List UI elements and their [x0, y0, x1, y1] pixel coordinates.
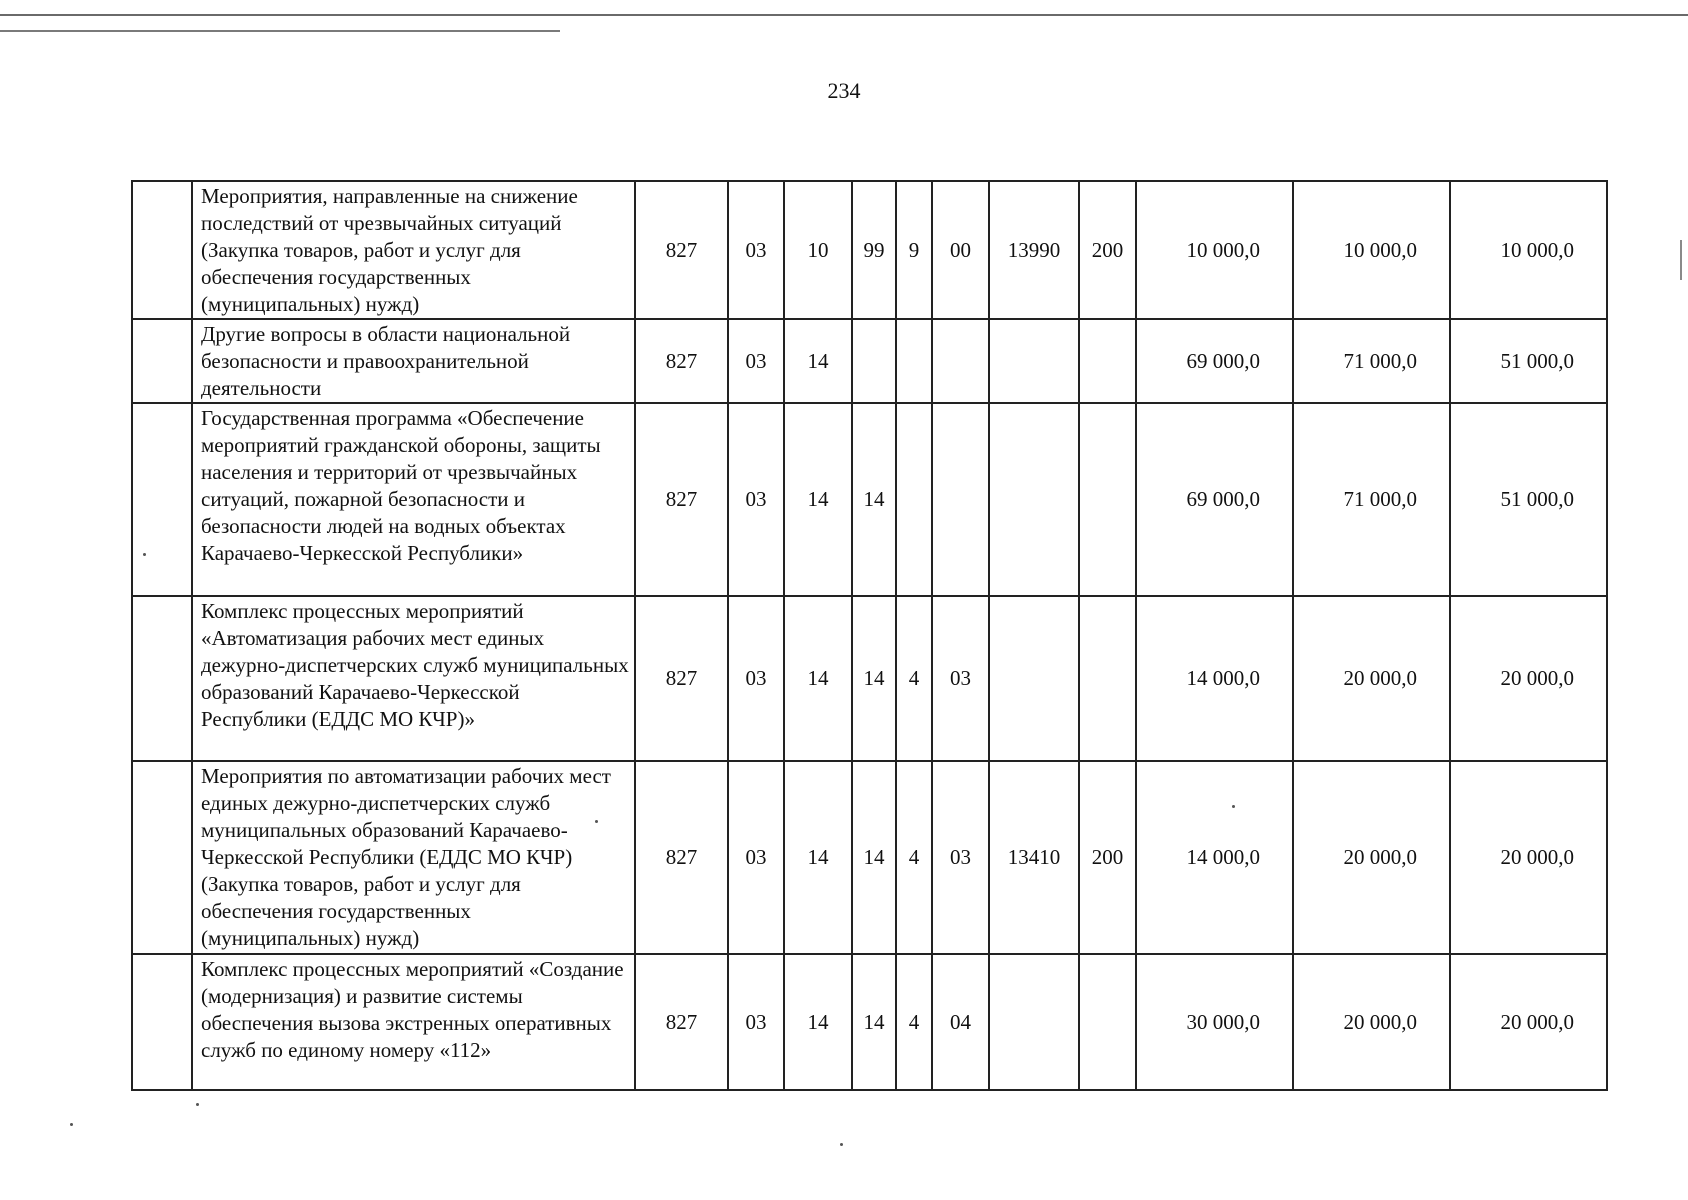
cell-rz: 03: [728, 954, 784, 1090]
scan-speck: [840, 1143, 843, 1146]
cell-index: [132, 403, 192, 596]
cell-cs-program: 99: [852, 181, 896, 319]
cell-vr: [1079, 403, 1136, 596]
cell-cs-subprogram: 03: [932, 596, 989, 761]
cell-cs-program: 14: [852, 761, 896, 954]
cell-amount-year1: 10 000,0: [1136, 181, 1293, 319]
cell-cs-subprogram: 03: [932, 761, 989, 954]
scan-border-line: [0, 14, 1688, 16]
scan-speck: [196, 1103, 199, 1106]
cell-index: [132, 761, 192, 954]
cell-amount-year2: 20 000,0: [1293, 954, 1450, 1090]
cell-rz: 03: [728, 596, 784, 761]
scan-edge-mark: [1680, 240, 1682, 280]
cell-cs-type: 4: [896, 596, 932, 761]
cell-rz: 03: [728, 181, 784, 319]
cell-amount-year1: 69 000,0: [1136, 403, 1293, 596]
cell-amount-year1: 14 000,0: [1136, 761, 1293, 954]
cell-amount-year2: 71 000,0: [1293, 319, 1450, 403]
cell-amount-year1: 69 000,0: [1136, 319, 1293, 403]
row-name: Другие вопросы в области национальной безопасности и правоохранительной деятельности: [192, 319, 635, 403]
cell-amount-year3: 20 000,0: [1450, 761, 1607, 954]
cell-cs-type: 4: [896, 954, 932, 1090]
cell-cs-direction: [989, 954, 1079, 1090]
cell-cs-direction: 13410: [989, 761, 1079, 954]
cell-amount-year3: 51 000,0: [1450, 319, 1607, 403]
budget-table: [131, 180, 1608, 1091]
page-number: 234: [827, 78, 861, 103]
cell-vr: [1079, 596, 1136, 761]
cell-amount-year3: 10 000,0: [1450, 181, 1607, 319]
row-name: Государственная программа «Обеспечение мероприятий гражданской обороны, защиты населения и территорий от чрезвычайных ситуаций, пожарной безопасности и безопасности людей на водных объектах Карачаево-Черкесской Республики»: [192, 403, 635, 596]
row-name: Комплекс процессных мероприятий «Автоматизация рабочих мест единых дежурно-диспетчерских служб муниципальных образований Карачаево-Черкесской Республики (ЕДДС МО КЧР)»: [192, 596, 635, 761]
table-row: [132, 181, 1607, 319]
cell-amount-year2: 20 000,0: [1293, 761, 1450, 954]
cell-amount-year3: 20 000,0: [1450, 954, 1607, 1090]
cell-cs-program: [852, 319, 896, 403]
cell-ved: 827: [635, 319, 728, 403]
cell-cs-subprogram: [932, 403, 989, 596]
cell-cs-subprogram: 04: [932, 954, 989, 1090]
cell-ved: 827: [635, 596, 728, 761]
cell-cs-subprogram: [932, 319, 989, 403]
row-name: Мероприятия, направленные на снижение последствий от чрезвычайных ситуаций (Закупка товаров, работ и услуг для обеспечения государственных (муниципальных) нужд): [192, 181, 635, 319]
table-row: [132, 761, 1607, 954]
cell-ved: 827: [635, 954, 728, 1090]
cell-cs-direction: [989, 403, 1079, 596]
cell-amount-year3: 51 000,0: [1450, 403, 1607, 596]
cell-rz: 03: [728, 403, 784, 596]
cell-cs-type: [896, 403, 932, 596]
cell-cs-program: 14: [852, 954, 896, 1090]
scan-border-line: [0, 30, 560, 32]
cell-cs-subprogram: 00: [932, 181, 989, 319]
cell-cs-program: 14: [852, 403, 896, 596]
cell-cs-type: [896, 319, 932, 403]
cell-index: [132, 319, 192, 403]
cell-pr: 14: [784, 954, 852, 1090]
table-row: [132, 403, 1607, 596]
scan-speck: [70, 1123, 73, 1126]
cell-ved: 827: [635, 403, 728, 596]
row-name: Мероприятия по автоматизации рабочих мест единых дежурно-диспетчерских служб муниципальных образований Карачаево-Черкесской Республики (ЕДДС МО КЧР) (Закупка товаров, работ и услуг для обеспечения государственных (муниципальных) нужд): [192, 761, 635, 954]
cell-pr: 10: [784, 181, 852, 319]
cell-cs-direction: [989, 319, 1079, 403]
cell-ved: 827: [635, 761, 728, 954]
cell-amount-year3: 20 000,0: [1450, 596, 1607, 761]
cell-amount-year2: 10 000,0: [1293, 181, 1450, 319]
cell-pr: 14: [784, 761, 852, 954]
cell-amount-year1: 14 000,0: [1136, 596, 1293, 761]
scan-speck: [595, 820, 598, 823]
cell-cs-program: 14: [852, 596, 896, 761]
cell-vr: [1079, 319, 1136, 403]
cell-index: [132, 596, 192, 761]
cell-cs-direction: 13990: [989, 181, 1079, 319]
cell-vr: 200: [1079, 181, 1136, 319]
cell-pr: 14: [784, 319, 852, 403]
scan-speck: [143, 553, 146, 556]
table-row: [132, 954, 1607, 1090]
cell-vr: 200: [1079, 761, 1136, 954]
cell-rz: 03: [728, 319, 784, 403]
cell-pr: 14: [784, 596, 852, 761]
cell-cs-direction: [989, 596, 1079, 761]
cell-amount-year2: 20 000,0: [1293, 596, 1450, 761]
cell-ved: 827: [635, 181, 728, 319]
cell-amount-year1: 30 000,0: [1136, 954, 1293, 1090]
cell-cs-type: 4: [896, 761, 932, 954]
cell-vr: [1079, 954, 1136, 1090]
cell-index: [132, 954, 192, 1090]
table-row: [132, 319, 1607, 403]
cell-cs-type: 9: [896, 181, 932, 319]
cell-rz: 03: [728, 761, 784, 954]
row-name: Комплекс процессных мероприятий «Создание (модернизация) и развитие системы обеспечения вызова экстренных оперативных служб по единому номеру «112»: [192, 954, 635, 1090]
table-row: [132, 596, 1607, 761]
scan-speck: [1232, 805, 1235, 808]
cell-amount-year2: 71 000,0: [1293, 403, 1450, 596]
cell-index: [132, 181, 192, 319]
cell-pr: 14: [784, 403, 852, 596]
